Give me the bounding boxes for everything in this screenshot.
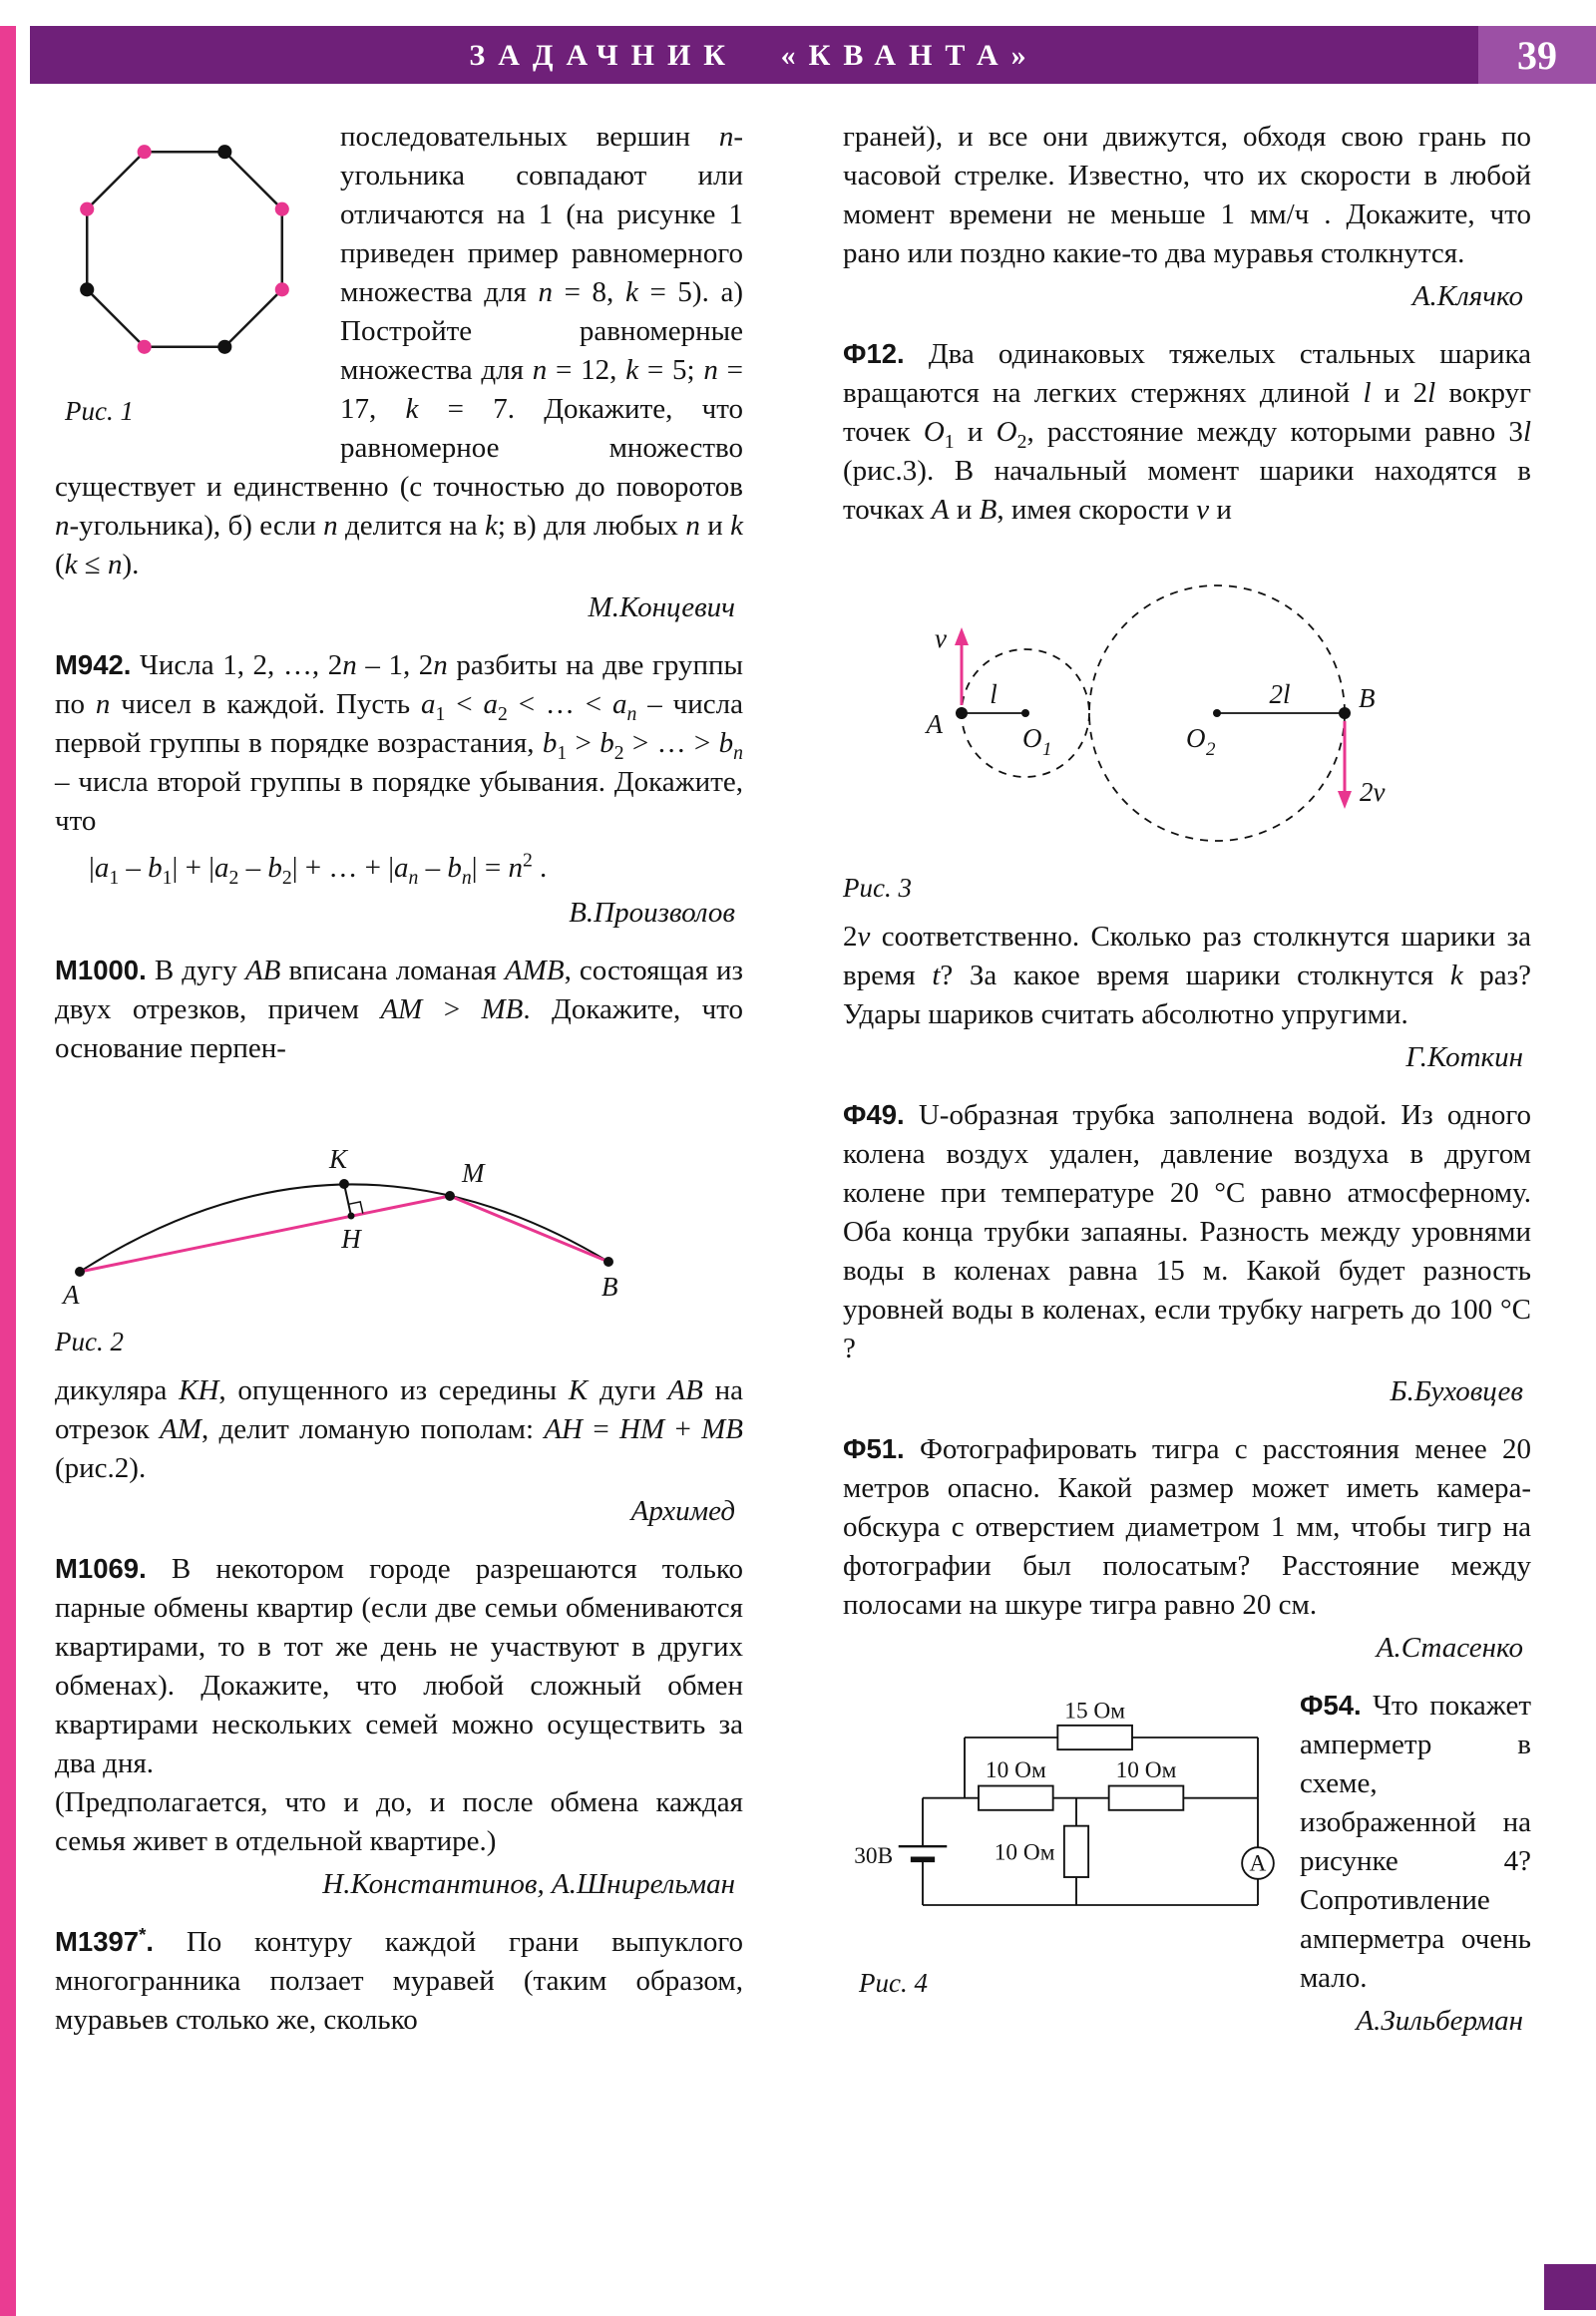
label-a: A xyxy=(926,709,943,739)
problem-m1069 xyxy=(55,1549,743,1904)
author-line: А.Зильберман xyxy=(1356,2005,1523,2037)
octagon-outline xyxy=(87,152,282,347)
label-2v: 2v xyxy=(1360,777,1386,807)
octagon-vertex-dot-pink xyxy=(275,282,289,296)
author-line: В.Произволов xyxy=(569,897,735,929)
header-bar xyxy=(30,26,1596,84)
octagon-vertex-dot-pink xyxy=(138,340,152,354)
page-number: 39 xyxy=(1478,26,1596,84)
problem-body: В дугу AB вписана ломаная AMB, состоящая из двух отрезков, причем AM > MB. Докажите, что основание перпен- xyxy=(55,955,744,1064)
page-header xyxy=(0,26,1596,84)
problem-label: М942. xyxy=(55,649,132,680)
label-o2: O xyxy=(1186,723,1206,753)
author-line: А.Стасенко xyxy=(1376,1632,1523,1664)
label-battery-30v: 30В xyxy=(854,1843,894,1869)
section-title: ЗАДАЧНИК «КВАНТА» xyxy=(469,38,1039,72)
ball-b-dot xyxy=(1339,707,1351,719)
problem-f54 xyxy=(843,1686,1531,2041)
point-b-dot xyxy=(603,1257,613,1267)
label-10ohm-right: 10 Ом xyxy=(1115,1757,1177,1784)
octagon-vertex-dot-black xyxy=(217,340,231,354)
label-o1-sub: 1 xyxy=(1042,739,1052,760)
problem-body: В некотором городе разрешаются только парные обмены квартир (если две семьи обмениваются квартирами, то в тот же день не участвуют в других обменах). Докажите, что любой сложный обмен квартирами нескольких семей можно осуществить за два дня. xyxy=(55,1553,744,1779)
label-10ohm-left: 10 Ом xyxy=(985,1757,1046,1784)
problem-label: Ф54. xyxy=(1300,1690,1362,1721)
point-a-dot xyxy=(75,1267,85,1277)
label-a: A xyxy=(63,1280,80,1310)
author-line: М.Концевич xyxy=(588,591,735,623)
label-15ohm: 15 Ом xyxy=(1064,1698,1126,1725)
problem-text-continued: дикуляра KH, опущенного из середины K дуги AB на отрезок AM, делит ломаную пополам: AH = HM + MB (рис.2). xyxy=(55,1374,744,1484)
problem-text xyxy=(843,1095,1531,1368)
problem-text xyxy=(55,951,743,1068)
problem-label: Ф12. xyxy=(843,338,905,369)
problem-body: По контуру каждой грани выпуклого многогранника ползает муравей (таким образом, муравьев столько же, сколько xyxy=(55,1926,744,2036)
label-ammeter: A xyxy=(1249,1850,1267,1877)
figure-2-caption: Рис. 2 xyxy=(55,1327,124,1356)
right-column xyxy=(843,118,1531,2059)
label-2l: 2l xyxy=(1269,679,1291,709)
rotating-balls-figure xyxy=(871,544,1429,863)
figure-1 xyxy=(55,124,314,431)
problem-label: М1000. xyxy=(55,955,147,985)
author-line: Н.Константинов, А.Шнирельман xyxy=(322,1868,735,1900)
problem-m1000 xyxy=(55,951,743,1531)
resistor-10ohm-left xyxy=(979,1786,1053,1810)
problem-text xyxy=(55,645,743,841)
octagon-vertex-dot-pink xyxy=(80,202,94,216)
problem-label: М1397*. xyxy=(55,1923,155,1957)
problem-text xyxy=(55,1549,743,1783)
octagon-vertex-dot-black xyxy=(80,282,94,296)
problem-f12 xyxy=(843,334,1531,1077)
figure-3-caption: Рис. 3 xyxy=(843,873,912,903)
figure-1-caption: Рис. 1 xyxy=(65,396,134,426)
figure-2 xyxy=(55,1082,743,1361)
left-column xyxy=(55,118,743,2059)
corner-mark xyxy=(1544,2264,1596,2310)
circuit-figure xyxy=(843,1696,1282,1947)
label-b: B xyxy=(601,1272,618,1302)
problem-f49 xyxy=(843,1095,1531,1411)
label-b: B xyxy=(1359,683,1376,713)
problem-m1397 xyxy=(55,1922,743,2040)
label-o1: O xyxy=(1022,723,1042,753)
velocity-arrowhead-2v xyxy=(1338,791,1352,809)
problem-text-continued: граней), и все они движутся, обходя свою грань по часовой стрелке. Известно, что их скорости в любой момент времени не меньше 1 мм/ч . Докажите, что рано или поздно какие-то два муравья столкнутся. xyxy=(843,121,1531,269)
figure-4 xyxy=(843,1696,1282,2003)
problem-continuation-block xyxy=(55,118,743,627)
point-h-dot xyxy=(348,1213,355,1220)
figure-3 xyxy=(843,544,1531,908)
label-o2-sub: 2 xyxy=(1206,739,1216,760)
velocity-arrowhead-v xyxy=(955,627,969,645)
resistor-10ohm-middle xyxy=(1064,1826,1088,1877)
point-k-dot xyxy=(339,1179,349,1189)
left-accent-strip xyxy=(0,26,16,2316)
author-line: Архимед xyxy=(630,1495,735,1527)
label-v: v xyxy=(935,623,947,653)
problem-body: Фотографировать тигра с расстояния менее 20 метров опасно. Какой размер может иметь камера-обскура с отверстием диаметром 1 мм, чтобы тигр на фотографии был полосатым? Расстояние между полосами на шкуре тигра равно 20 см. xyxy=(843,1433,1531,1621)
problem-text xyxy=(55,1922,743,2040)
problem-body: U-образная трубка заполнена водой. Из одного колена воздух удален, давление воздуха в другом колене при температуре 20 °С равно атмосферному. Оба конца трубки запаяны. Разность между уровнями воды в коленах равна 15 м. Какой будет разность уровней воды в коленах, если трубку нагреть до 100 °С ? xyxy=(843,1099,1532,1364)
formula: $|a_1 - b_1| + |a_2 - b_2|$ + … + $|a_n - b_n| = n^2$ . xyxy=(89,849,548,889)
ball-a-dot xyxy=(956,707,968,719)
label-h: H xyxy=(341,1224,361,1254)
intro-text: последовательных вершин n-угольника совпадают или отличаются на 1 (на рисунке 1 приведен пример равномерного множества для n = 8, k = 5). а) Постройте равномерные множества для n = 12, k = 5; n = 17, k = 7. Докажите, что равномерное множество существует и единственно (с точностью до поворотов n-угольника), б) если n делится на k; в) для любых n и k (k ≤ n). xyxy=(55,121,743,580)
author-line: А.Клячко xyxy=(1411,280,1523,312)
octagon-vertex-dot-pink xyxy=(138,145,152,159)
octagon-vertex-dot-black xyxy=(217,145,231,159)
label-l: l xyxy=(990,679,998,709)
figure-4-caption: Рис. 4 xyxy=(859,1968,928,1998)
arc-figure xyxy=(55,1082,673,1317)
resistor-10ohm-right xyxy=(1109,1786,1184,1810)
problem-body: Что покажет амперметр в схеме, изображенной на рисунке 4? Сопротивление амперметра очень мало. xyxy=(1300,1690,1531,1994)
problem-m942 xyxy=(55,645,743,933)
problem-label: Ф49. xyxy=(843,1099,905,1130)
problem-note: (Предполагается, что и до, и после обмена каждая семья живет в отдельной квартире.) xyxy=(55,1786,743,1857)
problem-m1397-continuation xyxy=(843,118,1531,316)
label-k: K xyxy=(328,1144,348,1174)
problem-label: Ф51. xyxy=(843,1433,905,1464)
problem-text-continued: 2v соответственно. Сколько раз столкнутся шарики за время t? За какое время шарики столкнутся k раз? Удары шариков считать абсолютно упругими. xyxy=(843,921,1531,1030)
author-line: Б.Буховцев xyxy=(1390,1375,1523,1407)
octagon-vertex-dot-pink xyxy=(275,202,289,216)
problem-f51 xyxy=(843,1429,1531,1668)
problem-body: Два одинаковых тяжелых стальных шарика вращаются на легких стержнях длиной l и 2l вокруг точек $O_1$ и $O_2$, расстояние между которыми равно 3l (рис.3). В начальный момент шарики находятся в точках A и B, имея скорости v и xyxy=(843,338,1531,526)
center-o2-dot xyxy=(1213,709,1221,717)
point-m-dot xyxy=(445,1191,455,1201)
label-10ohm-middle: 10 Ом xyxy=(994,1839,1055,1866)
center-o1-dot xyxy=(1021,709,1029,717)
resistor-15ohm xyxy=(1057,1726,1132,1749)
author-line: Г.Коткин xyxy=(1405,1041,1523,1073)
octagon-figure xyxy=(55,124,314,375)
page-content xyxy=(55,118,1531,2059)
label-m: M xyxy=(462,1158,485,1188)
problem-text xyxy=(843,1429,1531,1625)
problem-text xyxy=(843,334,1531,530)
problem-label: М1069. xyxy=(55,1553,147,1584)
problem-body: Числа 1, 2, …, 2n – 1, 2n разбиты на две группы по n чисел в каждой. Пусть $a_1 < a_2$ < … < $a_n$ – числа первой группы в порядке возрастания, $b_1 > b_2$ > … > $b_n$ – числа второй группы в порядке убывания. Докажите, что xyxy=(55,649,743,837)
